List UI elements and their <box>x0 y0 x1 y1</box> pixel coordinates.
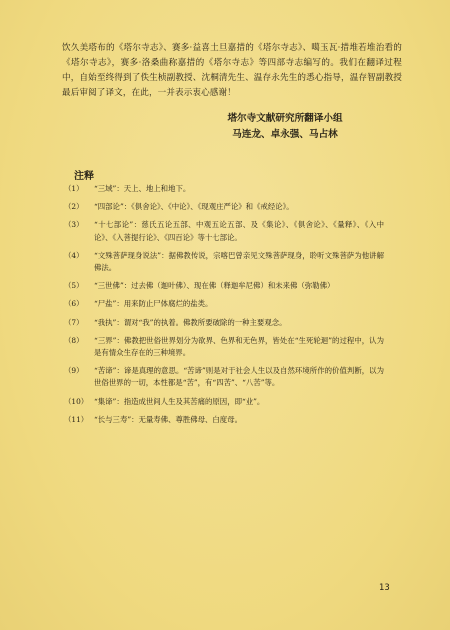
note-text: “十七部论”：慈氏五论五部、中观五论五部、及《集论》、《俱舍论》、《量释》、《入中论》、《入菩提行论》、《四百论》等十七部论。 <box>94 220 384 242</box>
note-number: （9） <box>64 366 84 376</box>
note-number: （5） <box>64 281 84 291</box>
note-text: “三域”：天上、地上和地下。 <box>94 184 191 193</box>
signature-organization: 塔尔寺文献研究所翻译小组 <box>227 113 343 124</box>
note-item <box>64 298 384 310</box>
intro-paragraph <box>62 41 402 101</box>
note-item <box>64 183 384 195</box>
note-item <box>64 414 384 426</box>
note-text: “长与三寿”：无量寿佛、尊胜佛母、白度母。 <box>94 414 242 424</box>
note-text: “三世佛”：过去佛（迦叶佛）、现在佛（释迦牟尼佛）和未来佛（弥勒佛） <box>94 281 335 291</box>
note-number: （10） <box>64 396 89 406</box>
note-number: （11） <box>64 414 89 424</box>
note-item <box>64 365 384 389</box>
note-item <box>64 280 384 292</box>
note-text: “苦谛”：谛是真理的意思。“苦谛”则是对于社会人生以及自然环境所作的价值判断，以为世俗世界的一切，本性都是“苦”，有“四苦”、“八苦”等。 <box>94 366 384 388</box>
signature-names: 马连龙、卓永强、马占林 <box>232 129 338 140</box>
page-number: 13 <box>379 583 390 593</box>
note-item <box>64 201 384 213</box>
note-text: “三界”：佛教把世俗世界划分为欲界、色界和无色界，皆处在“生死轮迴”的过程中，认为是有情众生存在的三种境界。 <box>94 335 384 358</box>
note-item <box>64 219 384 243</box>
note-text: “我执”：谓对“我”的执着。佛教所要破除的一种主要观念。 <box>94 317 287 327</box>
notes-list <box>64 183 384 432</box>
note-item <box>64 335 384 359</box>
intro-text: 饮久美塔布的《塔尔寺志》、赛多·益喜土旦嘉措的《塔尔寺志》、噶玉瓦·措堆若堆治看的《塔尔寺志》，赛多·洛桑曲称嘉措的《塔尔寺志》等四部寺志编写的。我们在翻译过程中，自始至终得到了佚生桢副教授、沈桐清先生、温存永先生的悉心指导，温存智副教授最后审阅了译文，在此，一并表示衷心感谢！ <box>62 43 402 98</box>
note-text: “文殊菩萨现身说法”：据佛教传说，宗喀巴曾亲见文殊菩萨现身，聆听文殊菩萨为他讲解佛法。 <box>94 250 384 273</box>
note-number: （3） <box>64 220 84 230</box>
note-text: “四部论”：《俱舍论》、《中论》、《现观庄严论》和《戒经论》。 <box>94 202 294 212</box>
note-number: （2） <box>64 202 84 212</box>
note-text: “集谛”：指造成世间人生及其苦痛的原因，即“业”。 <box>94 396 265 406</box>
note-item <box>64 396 384 408</box>
note-number: （1） <box>64 184 84 193</box>
note-number: （4） <box>64 250 84 260</box>
note-text: “尸盐”：用来防止尸体腐烂的盐类。 <box>94 299 213 309</box>
note-number: （8） <box>64 335 84 345</box>
note-number: （7） <box>64 317 84 327</box>
note-item <box>64 250 384 274</box>
note-item <box>64 317 384 329</box>
note-number: （6） <box>64 299 84 309</box>
notes-heading: 注释 <box>74 171 94 182</box>
